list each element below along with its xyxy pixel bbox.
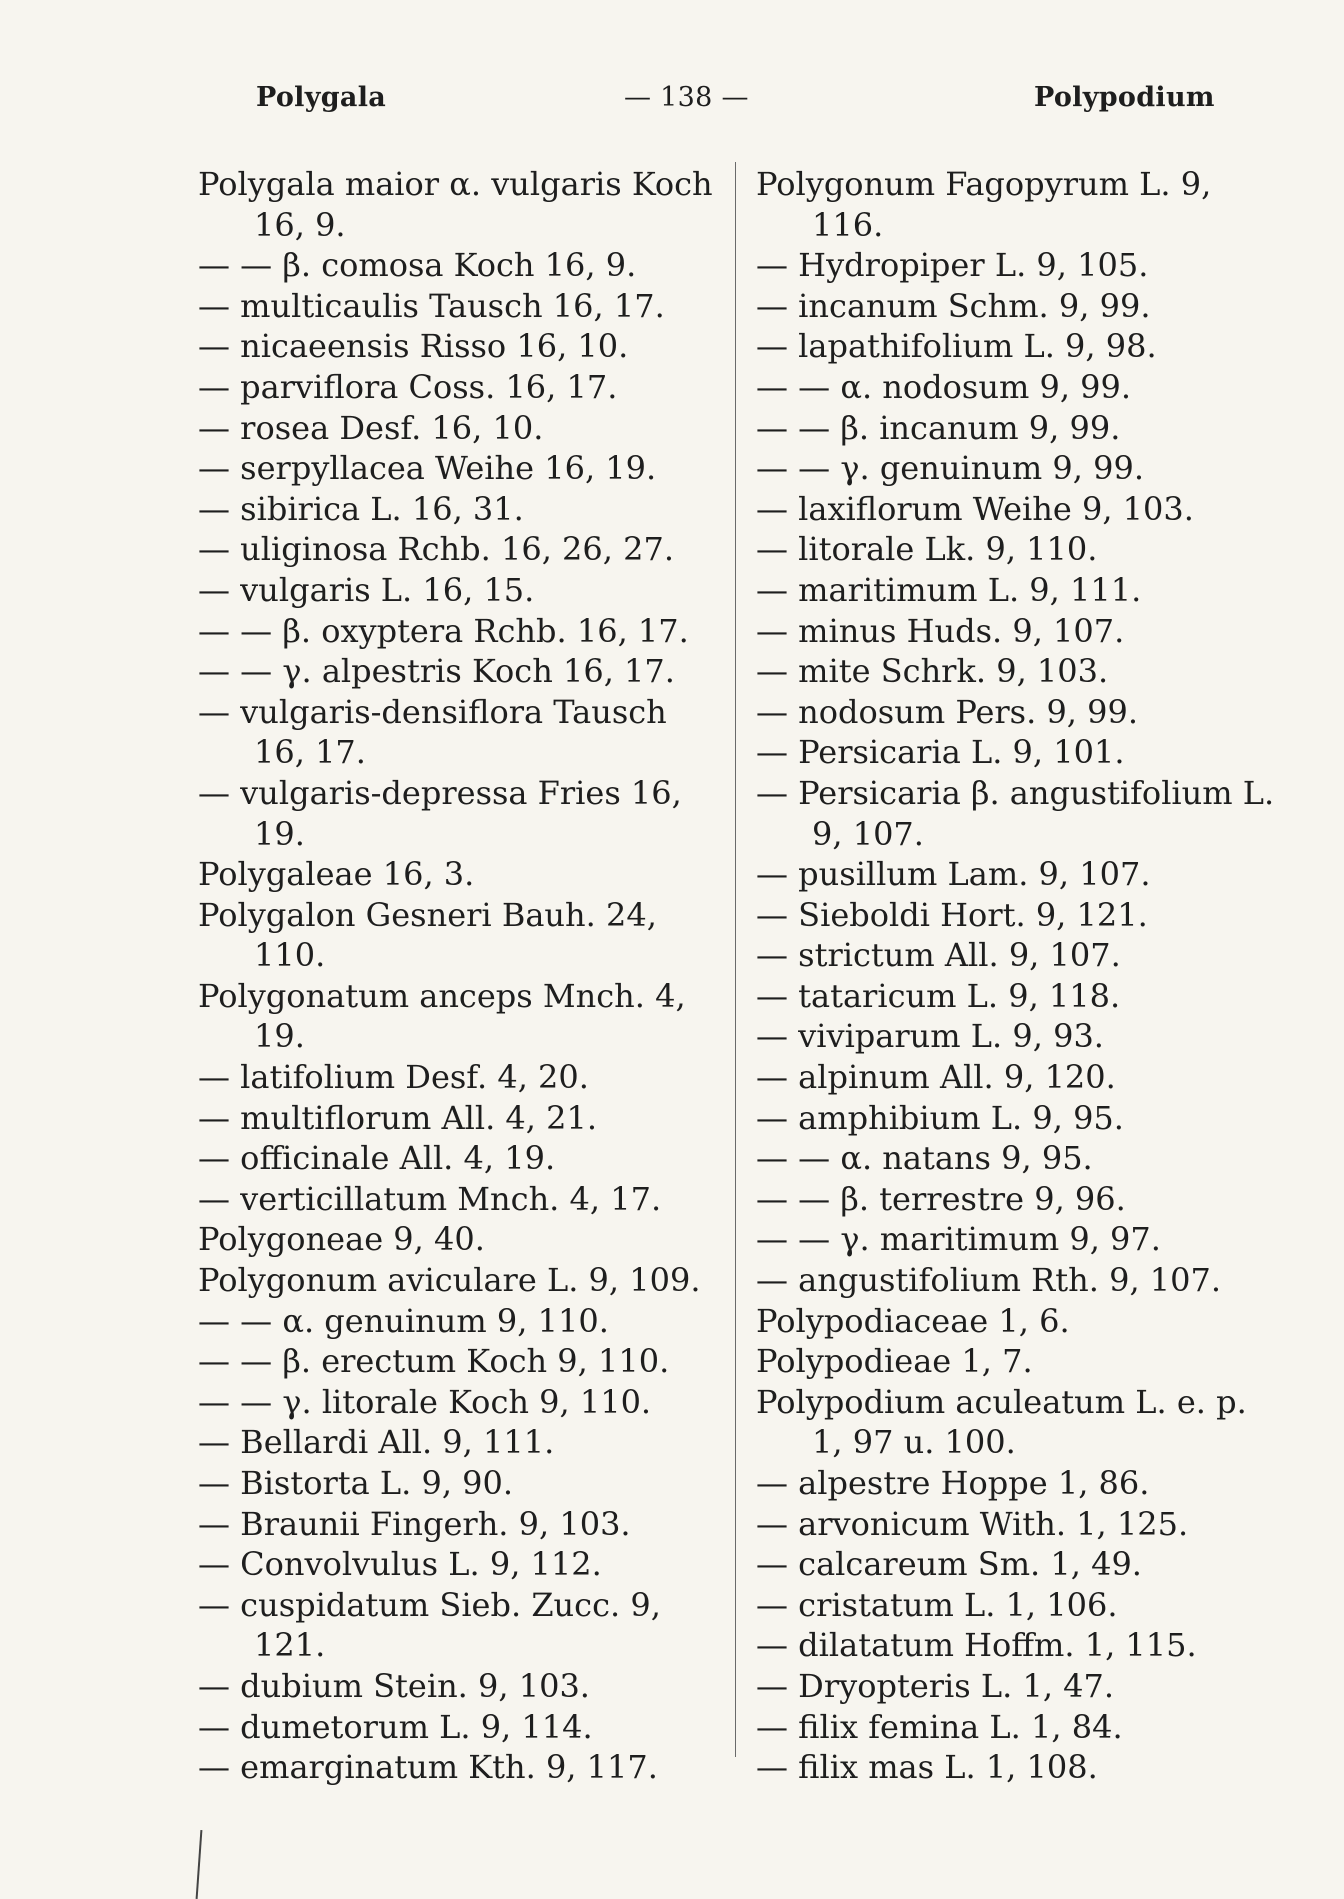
index-entry: — — α. genuinum 9, 110. <box>198 1301 609 1340</box>
index-entry: — multiflorum All. 4, 21. <box>198 1098 597 1137</box>
index-entry: — — β. terrestre 9, 96. <box>756 1179 1126 1218</box>
index-entry: — Bellardi All. 9, 111. <box>198 1423 555 1462</box>
index-entry: Polypodiaceae 1, 6. <box>756 1301 1070 1340</box>
index-entry: — serpyllacea Weihe 16, 19. <box>198 449 657 488</box>
index-entry: — — β. comosa Koch 16, 9. <box>198 246 637 285</box>
index-entry: — sibirica L. 16, 31. <box>198 489 524 528</box>
index-entry: — — α. nodosum 9, 99. <box>756 367 1132 406</box>
index-entry: — uliginosa Rchb. 16, 26, 27. <box>198 530 674 569</box>
index-column-left <box>198 164 718 1788</box>
index-entry: — — β. oxyptera Rchb. 16, 17. <box>198 611 689 650</box>
index-entry: — vulgaris-depressa Fries 16, <box>198 773 682 812</box>
header-left-term: Polygala <box>256 82 387 113</box>
index-entry: — — γ. genuinum 9, 99. <box>756 449 1145 488</box>
running-header <box>0 82 1344 122</box>
index-entry: — verticillatum Mnch. 4, 17. <box>198 1179 662 1218</box>
index-entry: 1, 97 u. 100. <box>812 1423 1016 1462</box>
index-entry: Polygonatum anceps Mnch. 4, <box>198 976 686 1015</box>
index-entry: — Persicaria β. angustifolium L. <box>756 773 1275 812</box>
page-number: — 138 — <box>624 82 749 113</box>
index-entry: 16, 9. <box>254 205 346 244</box>
index-entry: — incanum Schm. 9, 99. <box>756 286 1151 325</box>
index-entry: 121. <box>254 1626 326 1665</box>
index-entry: — officinale All. 4, 19. <box>198 1139 556 1178</box>
index-entry: — Dryopteris L. 1, 47. <box>756 1666 1115 1705</box>
index-entry: — parviflora Coss. 16, 17. <box>198 367 618 406</box>
index-entry: — maritimum L. 9, 111. <box>756 570 1142 609</box>
index-entry: Polygalon Gesneri Bauh. 24, <box>198 895 657 934</box>
index-entry: — vulgaris L. 16, 15. <box>198 570 535 609</box>
index-entry: 19. <box>254 1017 305 1056</box>
index-entry: — cristatum L. 1, 106. <box>756 1585 1118 1624</box>
index-entry: Polygaleae 16, 3. <box>198 855 475 894</box>
index-entry: — Bistorta L. 9, 90. <box>198 1464 514 1502</box>
index-entry: — dilatatum Hoffm. 1, 115. <box>756 1626 1197 1665</box>
index-entry: Polygonum aviculare L. 9, 109. <box>198 1261 701 1300</box>
index-entry: — nicaeensis Risso 16, 10. <box>198 327 629 366</box>
index-entry: — filix mas L. 1, 108. <box>756 1748 1098 1787</box>
index-entry: — — β. erectum Koch 9, 110. <box>198 1342 670 1381</box>
index-entry: — pusillum Lam. 9, 107. <box>756 855 1151 894</box>
index-entry: — dumetorum L. 9, 114. <box>198 1707 593 1746</box>
pencil-mark <box>196 1830 203 1899</box>
index-entry: Polypodium aculeatum L. e. p. <box>756 1382 1247 1421</box>
index-entry: — filix femina L. 1, 84. <box>756 1707 1123 1746</box>
index-entry: — multicaulis Tausch 16, 17. <box>198 286 665 325</box>
index-column-right <box>756 164 1276 1788</box>
index-entry: — — γ. maritimum 9, 97. <box>756 1220 1161 1259</box>
index-entry: — Hydropiper L. 9, 105. <box>756 246 1149 285</box>
index-entry: — Braunii Fingerh. 9, 103. <box>198 1504 631 1543</box>
index-entry: — tataricum L. 9, 118. <box>756 976 1121 1015</box>
index-entry: — calcareum Sm. 1, 49. <box>756 1545 1142 1584</box>
index-entry: — alpestre Hoppe 1, 86. <box>756 1464 1150 1502</box>
index-entry: — viviparum L. 9, 93. <box>756 1017 1104 1056</box>
index-entry: — nodosum Pers. 9, 99. <box>756 692 1139 731</box>
index-entry: — vulgaris-densiflora Tausch <box>198 692 667 731</box>
index-entry: — — α. natans 9, 95. <box>756 1139 1093 1178</box>
index-entry: — minus Huds. 9, 107. <box>756 611 1125 650</box>
index-entry: — dubium Stein. 9, 103. <box>198 1666 590 1705</box>
index-entry: — Sieboldi Hort. 9, 121. <box>756 895 1148 934</box>
index-entry: 9, 107. <box>812 814 924 853</box>
index-entry: — alpinum All. 9, 120. <box>756 1058 1116 1097</box>
index-entry: Polygonum Fagopyrum L. 9, <box>756 165 1212 203</box>
index-entry: — Convolvulus L. 9, 112. <box>198 1545 602 1584</box>
column-divider <box>735 162 736 1757</box>
index-entry: Polygoneae 9, 40. <box>198 1220 485 1259</box>
index-entry: — cuspidatum Sieb. Zucc. 9, <box>198 1585 661 1624</box>
index-entry: — amphibium L. 9, 95. <box>756 1098 1124 1137</box>
index-entry: 16, 17. <box>254 733 366 772</box>
index-entry: — laxiflorum Weihe 9, 103. <box>756 489 1194 528</box>
index-entry: 110. <box>254 936 326 975</box>
index-entry: — latifolium Desf. 4, 20. <box>198 1058 589 1097</box>
index-entry: — — β. incanum 9, 99. <box>756 408 1121 447</box>
index-entry: — arvonicum With. 1, 125. <box>756 1504 1189 1543</box>
index-entry: 116. <box>812 205 884 244</box>
index-entry: — mite Schrk. 9, 103. <box>756 652 1109 691</box>
index-entry: 19. <box>254 814 305 853</box>
index-entry: — litorale Lk. 9, 110. <box>756 530 1098 569</box>
index-entry: — emarginatum Kth. 9, 117. <box>198 1748 658 1787</box>
index-entry: Polypodieae 1, 7. <box>756 1342 1033 1381</box>
index-entry: — strictum All. 9, 107. <box>756 936 1121 975</box>
index-entry: — — γ. alpestris Koch 16, 17. <box>198 652 675 691</box>
index-entry: Polygala maior α. vulgaris Koch <box>198 165 713 203</box>
index-entry: — — γ. litorale Koch 9, 110. <box>198 1382 652 1421</box>
index-entry: — Persicaria L. 9, 101. <box>756 733 1125 772</box>
header-right-term: Polypodium <box>1034 82 1215 113</box>
index-entry: — rosea Desf. 16, 10. <box>198 408 544 447</box>
index-entry: — angustifolium Rth. 9, 107. <box>756 1261 1222 1300</box>
index-entry: — lapathifolium L. 9, 98. <box>756 327 1157 366</box>
